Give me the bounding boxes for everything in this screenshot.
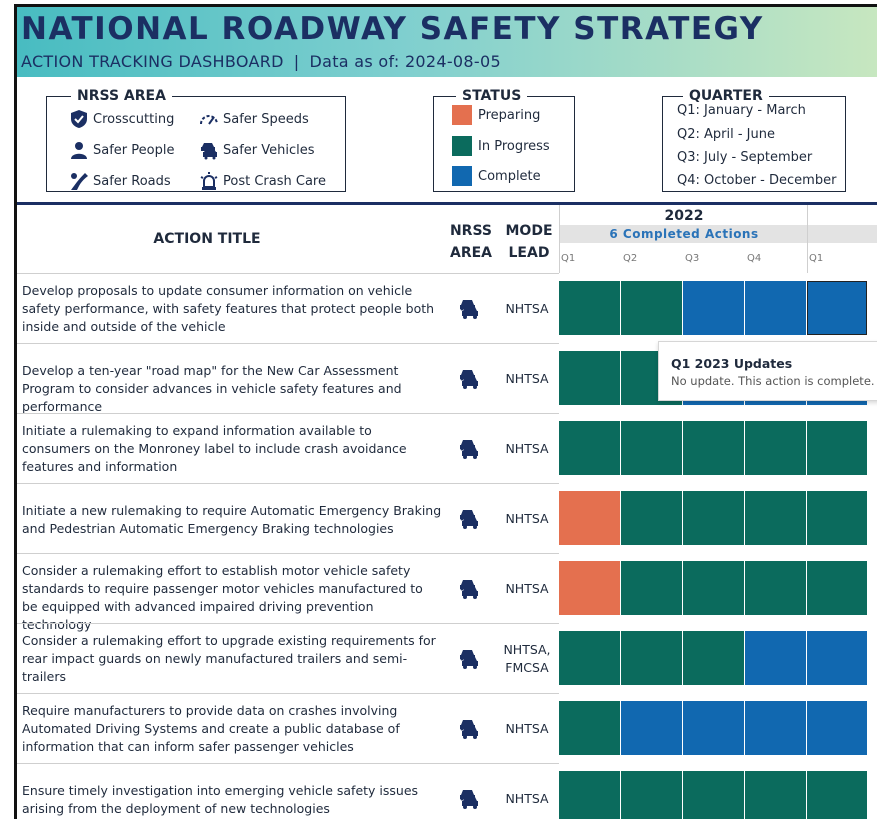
data-as-of-date: 2024-08-05	[404, 52, 501, 71]
dashboard-frame	[14, 4, 877, 819]
year-label: 2022	[664, 208, 704, 224]
row-mode-lead: NHTSA	[505, 301, 549, 316]
status-bar-in-progress[interactable]	[559, 631, 620, 685]
status-legend-title: STATUS	[456, 88, 527, 104]
safer-vehicles-icon	[457, 297, 481, 321]
status-bar-in-progress[interactable]	[683, 771, 744, 819]
row-mode-lead: NHTSA	[505, 441, 549, 456]
status-bar-in-progress[interactable]	[559, 351, 620, 405]
legend-complete-label: Complete	[478, 168, 541, 184]
status-bar-complete[interactable]	[807, 701, 867, 755]
safer-vehicles-icon	[457, 367, 481, 391]
complete-swatch	[452, 166, 472, 186]
subtitle-separator: |	[293, 52, 300, 71]
safer-vehicles-icon	[457, 717, 481, 741]
quarter-legend	[662, 88, 846, 192]
speedometer-icon	[199, 109, 219, 129]
vehicles-icon	[199, 140, 219, 160]
quarter-tick-label: Q3	[685, 253, 700, 264]
status-bar-in-progress[interactable]	[807, 491, 867, 545]
tooltip-text: No update. This action is complete.	[671, 374, 875, 388]
preparing-swatch	[452, 105, 472, 125]
completed-actions-band	[559, 225, 877, 243]
status-bar-in-progress[interactable]	[683, 631, 744, 685]
table-row[interactable]	[17, 553, 559, 632]
table-row[interactable]	[17, 413, 559, 483]
table-row[interactable]	[17, 273, 559, 343]
status-bar-in-progress[interactable]	[807, 771, 867, 819]
legend-crosscutting-label: Crosscutting	[93, 111, 175, 127]
table-row[interactable]	[17, 483, 559, 553]
row-action-title: Initiate a new rulemaking to require Automatic Emergency Braking and Pedestrian Automatic Emergency Braking technologies	[22, 503, 442, 536]
table-row[interactable]	[17, 693, 559, 763]
status-bar-in-progress[interactable]	[559, 421, 620, 475]
col-mode-lead-line1: MODE	[505, 223, 553, 239]
row-mode-lead: NHTSA	[505, 581, 549, 596]
legend-preparing-label: Preparing	[478, 107, 541, 123]
legend-safer-people[interactable]	[69, 140, 174, 160]
col-nrss-area-line2: AREA	[449, 245, 492, 261]
safer-vehicles-icon	[457, 577, 481, 601]
status-bar-complete[interactable]	[745, 701, 806, 755]
legend-post-crash-care[interactable]	[199, 171, 326, 191]
safer-vehicles-icon	[457, 437, 481, 461]
road-icon	[69, 171, 89, 191]
status-legend	[433, 88, 575, 192]
col-mode-lead	[501, 220, 557, 264]
quarter-tick-label: Q1	[809, 253, 824, 264]
table-row[interactable]	[17, 623, 559, 693]
row-action-title: Ensure timely investigation into emerging vehicle safety issues arising from the deployment of new technologies	[22, 783, 419, 816]
status-bar-in-progress[interactable]	[745, 561, 806, 615]
tooltip-title: Q1 2023 Updates	[671, 356, 793, 371]
legend-safer-people-label: Safer People	[93, 142, 175, 158]
row-mode-lead: NHTSA	[505, 511, 549, 526]
col-nrss-area	[445, 220, 497, 264]
in-progress-swatch	[452, 136, 472, 156]
subtitle-text: ACTION TRACKING DASHBOARD	[21, 52, 284, 71]
status-bar-complete[interactable]	[807, 631, 867, 685]
legend-safer-speeds-label: Safer Speeds	[223, 111, 309, 127]
quarter-tick-label: Q1	[561, 253, 576, 264]
header-banner	[17, 7, 877, 77]
quarter-q4: Q4: October - December	[677, 173, 837, 188]
row-mode-lead: NHTSA, FMCSA	[503, 642, 551, 675]
page-subtitle	[21, 52, 501, 71]
safer-vehicles-icon	[457, 787, 481, 811]
row-action-title: Consider a rulemaking effort to establish motor vehicle safety standards to require passenger motor vehicles manufactured to be equipped with advanced impaired driving prevention technology	[22, 563, 423, 632]
page-title: NATIONAL ROADWAY SAFETY STRATEGY	[21, 11, 764, 47]
status-bar-in-progress[interactable]	[621, 631, 682, 685]
status-bar-in-progress[interactable]	[807, 561, 867, 615]
table-row[interactable]	[17, 763, 559, 819]
shield-icon	[69, 109, 89, 129]
row-action-title: Develop proposals to update consumer information on vehicle safety performance, with safety features that protect people both inside and outside of the vehicle	[22, 283, 435, 334]
legend-safer-vehicles[interactable]	[199, 140, 315, 160]
quarter-tick-label: Q2	[623, 253, 638, 264]
status-bar-complete[interactable]	[683, 281, 744, 335]
legend-preparing[interactable]	[452, 105, 540, 125]
row-action-title: Consider a rulemaking effort to upgrade existing requirements for rear impact guards on newly manufactured trailers and semi-trailers	[22, 633, 436, 684]
status-bar-complete[interactable]	[807, 281, 867, 335]
status-bar-in-progress[interactable]	[621, 281, 682, 335]
status-bar-in-progress[interactable]	[559, 771, 620, 819]
status-bar-in-progress[interactable]	[621, 771, 682, 819]
quarter-q2: Q2: April - June	[677, 127, 775, 142]
legend-safer-speeds[interactable]	[199, 109, 309, 129]
status-bar-in-progress[interactable]	[807, 421, 867, 475]
status-bar-in-progress[interactable]	[745, 491, 806, 545]
year-header	[559, 205, 877, 245]
row-action-title: Develop a ten-year "road map" for the New Car Assessment Program to consider advances in vehicle safety features and performance	[22, 363, 402, 414]
status-bar-in-progress[interactable]	[745, 771, 806, 819]
status-bar-in-progress[interactable]	[683, 561, 744, 615]
legend-post-crash-care-label: Post Crash Care	[223, 173, 326, 189]
status-bar-in-progress[interactable]	[621, 421, 682, 475]
completed-actions-label[interactable]: 6 Completed Actions	[609, 227, 759, 241]
table-row[interactable]	[17, 343, 559, 413]
timeline-separator	[807, 205, 808, 273]
legend-safer-roads-label: Safer Roads	[93, 173, 171, 189]
quarter-q1: Q1: January - March	[677, 103, 806, 118]
status-bar-in-progress[interactable]	[559, 281, 620, 335]
status-bar-complete[interactable]	[745, 281, 806, 335]
legend-safer-vehicles-label: Safer Vehicles	[223, 142, 315, 158]
row-action-title: Initiate a rulemaking to expand information available to consumers on the Monroney label to include crash avoidance features and information	[22, 423, 407, 474]
timeline-separator	[559, 205, 560, 273]
status-bar-in-progress[interactable]	[559, 701, 620, 755]
row-action-title: Require manufacturers to provide data on crashes involving Automated Driving Systems and create a public database of information that can inform safer passenger vehicles	[22, 703, 400, 754]
status-bar-in-progress[interactable]	[621, 491, 682, 545]
area-legend-title: NRSS AREA	[71, 88, 172, 104]
status-bar-in-progress[interactable]	[683, 491, 744, 545]
legend-crosscutting[interactable]	[69, 109, 174, 129]
status-bar-complete[interactable]	[621, 701, 682, 755]
person-icon	[69, 140, 89, 160]
quarter-q3: Q3: July - September	[677, 150, 813, 165]
status-bar-complete[interactable]	[745, 631, 806, 685]
row-mode-lead: NHTSA	[505, 721, 549, 736]
legend-complete[interactable]	[452, 166, 541, 186]
status-bar-in-progress[interactable]	[621, 561, 682, 615]
area-legend	[46, 88, 346, 192]
siren-icon	[199, 171, 219, 191]
col-action-title: ACTION TITLE	[153, 231, 261, 247]
quarter-legend-title: QUARTER	[683, 88, 769, 104]
quarter-update-tooltip	[658, 341, 877, 401]
status-bar-in-progress[interactable]	[683, 421, 744, 475]
status-bar-in-progress[interactable]	[745, 421, 806, 475]
row-mode-lead: NHTSA	[505, 371, 549, 386]
legend-in-progress[interactable]	[452, 136, 550, 156]
legend-in-progress-label: In Progress	[478, 138, 550, 154]
legend-safer-roads[interactable]	[69, 171, 171, 191]
safer-vehicles-icon	[457, 507, 481, 531]
col-mode-lead-line2: LEAD	[508, 245, 550, 261]
data-as-of-label: Data as of:	[309, 52, 400, 71]
status-bar-complete[interactable]	[683, 701, 744, 755]
row-mode-lead: NHTSA	[505, 791, 549, 806]
status-bar-preparing[interactable]	[559, 561, 620, 615]
status-bar-preparing[interactable]	[559, 491, 620, 545]
quarter-tick-label: Q4	[747, 253, 762, 264]
safer-vehicles-icon	[457, 647, 481, 671]
col-nrss-area-line1: NRSS	[449, 223, 493, 239]
